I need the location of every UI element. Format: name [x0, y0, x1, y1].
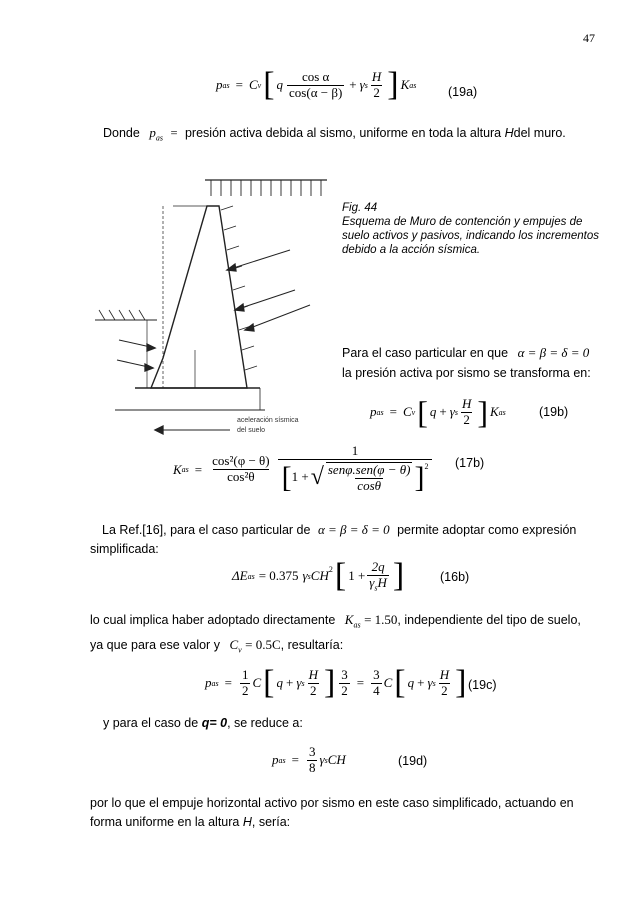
equation-19c	[205, 666, 468, 700]
bracket-right: ]	[455, 664, 467, 701]
eq-var: CH	[327, 752, 346, 768]
eq-equals: =	[356, 675, 365, 690]
equation-number: (19b)	[539, 405, 569, 419]
implica-text1: lo cual implica haber adoptado directamente	[90, 613, 336, 627]
eq-sub: s	[432, 678, 436, 688]
frac-den: 2	[310, 682, 317, 698]
equation-19d	[272, 745, 346, 776]
eq-sub: v	[257, 80, 262, 90]
eq-sub: as	[278, 755, 286, 765]
frac-den	[367, 575, 389, 593]
eq-equals: =	[389, 404, 397, 419]
eq-fraction	[210, 454, 271, 485]
eq-var: p	[205, 675, 212, 690]
eq-fraction	[370, 70, 383, 101]
eq-var: K	[400, 77, 410, 92]
eq-sub: v	[238, 645, 242, 654]
eq-var: p	[149, 125, 156, 140]
frac-den: 2	[441, 682, 448, 698]
accel-label-1: aceleración sísmica	[237, 417, 299, 424]
frac-num: 1	[351, 443, 359, 458]
eq-var: C	[248, 77, 258, 92]
eq-sub: as	[498, 407, 506, 417]
frac-num: 3	[308, 744, 316, 759]
bracket-right: ]	[323, 664, 336, 701]
implica-val2: = 0.5C	[245, 636, 281, 652]
eq-var: p	[370, 404, 377, 419]
frac-num: senφ.sen(φ − θ)	[327, 461, 411, 477]
equation-number: (19a)	[448, 85, 478, 99]
eq-var: p	[216, 77, 223, 92]
inner-fraction	[326, 462, 413, 494]
eq-var: K	[173, 461, 182, 477]
frac-den: 2	[241, 682, 249, 698]
eq-fraction	[438, 668, 451, 699]
eq-fraction	[339, 668, 350, 699]
eq-plus: +	[439, 404, 447, 419]
ref16-math: α = β = δ = 0	[317, 522, 390, 537]
eq-var: γ	[302, 568, 308, 583]
eq-var: q	[407, 675, 415, 690]
eq-fraction	[240, 668, 251, 699]
equation-number: (16b)	[440, 570, 470, 584]
eq-var: p	[272, 752, 279, 768]
eq-var: γ	[319, 752, 325, 768]
eq-var: γ	[296, 675, 302, 690]
eq-fraction	[307, 745, 318, 776]
bracket-right: ]	[392, 557, 405, 594]
eq-sub: as	[222, 80, 230, 90]
frac-den: cosθ	[357, 477, 382, 493]
eq-var: γ	[427, 675, 433, 690]
caption-body: Esquema de Muro de contención y empujes de suelo activos y pasivos, indicando los incrementos debido a la acción sísmica.	[342, 216, 599, 256]
frac-num: H	[371, 68, 382, 84]
eq-var: q	[276, 77, 284, 92]
bracket-right: ]	[387, 66, 399, 103]
frac-num: H	[461, 395, 472, 411]
figure-caption	[342, 201, 602, 257]
eq-var: C	[383, 675, 393, 690]
implica-val: = 1.50	[364, 612, 398, 627]
eq-sub: v	[411, 407, 416, 417]
equation-19a	[216, 68, 416, 102]
eq-var: γ	[359, 77, 365, 92]
accel-label-2: del suelo	[237, 427, 266, 434]
wall-outline	[151, 206, 247, 388]
ref16-text3: simplificada:	[90, 542, 159, 556]
q0-q: q= 0	[201, 716, 228, 730]
eq-sub: as	[181, 465, 189, 475]
implica-text2: , independiente del tipo de suelo,	[397, 613, 581, 627]
eq-fraction	[371, 668, 382, 699]
eq-sub: s	[324, 755, 328, 765]
frac-num: 3	[341, 666, 348, 682]
bracket-left: [	[263, 66, 275, 103]
eq-sub: as	[353, 620, 361, 630]
eq-coef: = 0.375	[258, 568, 299, 583]
eq-var: C	[252, 675, 262, 690]
eq-sub: as	[155, 133, 163, 143]
frac-den	[278, 459, 433, 496]
eq-equals: =	[194, 461, 203, 477]
eq-equals: =	[291, 752, 299, 768]
page-number: 47	[583, 31, 595, 45]
eq-sub: s	[301, 678, 305, 688]
frac-num: 1	[241, 666, 249, 682]
equation-19b	[370, 396, 506, 428]
sqrt-sign: √	[310, 464, 324, 491]
equation-number: (17b)	[455, 456, 485, 470]
implica-text4: , resultaría:	[280, 637, 344, 652]
frac-num: cos²(φ − θ)	[212, 453, 270, 469]
bracket-left: [	[263, 664, 275, 701]
eq-plus: +	[285, 675, 294, 690]
equation-number: (19c)	[468, 678, 497, 692]
frac-num: 3	[373, 666, 380, 682]
donde-line	[103, 125, 566, 143]
eq-var: γ	[449, 404, 455, 419]
equation-17b	[173, 444, 434, 496]
eq-var: C	[402, 404, 412, 419]
implica-K: K	[344, 612, 354, 627]
eq-sub: as	[376, 407, 384, 417]
frac-num: H	[439, 666, 450, 682]
final-text3: , sería:	[251, 815, 291, 829]
den-H: H	[377, 574, 387, 590]
eq-sub: s	[374, 583, 378, 593]
eq-one-plus: 1 +	[291, 469, 309, 485]
particular-text1: Para el caso particular en que	[342, 346, 509, 360]
implica-text3: ya que para ese valor y	[90, 637, 220, 652]
particular-case-text	[342, 343, 591, 383]
eq-plus: +	[349, 77, 357, 92]
frac-num: 2q	[371, 558, 385, 574]
eq-one-plus: 1 +	[348, 568, 366, 583]
retaining-wall-figure	[95, 170, 327, 460]
eq-fraction	[307, 668, 320, 699]
eq-plus: +	[417, 675, 425, 690]
frac-den: cos(α − β)	[289, 84, 343, 100]
eq-fraction	[367, 560, 389, 593]
donde-text2: del muro.	[513, 126, 566, 140]
bracket-left: [	[417, 394, 428, 430]
frac-den: 4	[373, 682, 380, 698]
eq-var: K	[490, 404, 499, 419]
q0-text2: , se reduce a:	[227, 716, 303, 730]
eq-fraction	[287, 70, 344, 101]
eq-sub: as	[409, 80, 417, 90]
bracket-right: ]	[414, 460, 425, 494]
ref16-paragraph	[90, 520, 600, 559]
eq-sub: as	[247, 571, 255, 581]
eq-equals: =	[170, 126, 178, 140]
eq-sub: s	[307, 571, 311, 581]
equation-16b	[232, 559, 406, 593]
frac-num: H	[308, 666, 318, 682]
q-zero-line	[103, 716, 303, 730]
bracket-right: ]	[477, 394, 488, 430]
den-gamma: γ	[369, 574, 375, 590]
eq-var: ΔE	[232, 568, 248, 583]
final-text1: por lo que el empuje horizontal activo por sismo en este caso simplificado, actuando en	[90, 796, 574, 810]
final-H: H	[242, 815, 252, 829]
frac-num: cos α	[301, 68, 330, 84]
eq-sup: 2	[328, 565, 333, 574]
bracket-left: [	[394, 664, 406, 701]
eq-sub: as	[211, 678, 219, 688]
frac-den: 2	[373, 84, 380, 100]
frac-den: cos²θ	[213, 469, 268, 485]
final-paragraph	[90, 794, 605, 832]
equation-number: (19d)	[398, 754, 428, 768]
bracket-left: [	[281, 460, 292, 494]
eq-fraction	[460, 397, 473, 428]
donde-word: Donde	[103, 126, 140, 140]
frac-den: 8	[308, 759, 316, 775]
eq-equals: =	[235, 77, 243, 92]
particular-math: α = β = δ = 0	[517, 345, 590, 360]
ref16-text2: permite adoptar como expresión	[397, 523, 577, 537]
caption-title: Fig. 44	[342, 202, 378, 214]
eq-var: q	[276, 675, 283, 690]
ref16-text1: La Ref.[16], para el caso particular de	[102, 523, 311, 537]
frac-den: 2	[463, 411, 470, 427]
eq-sub: s	[364, 80, 368, 90]
bracket-left: [	[334, 557, 347, 594]
frac-den: 2	[341, 682, 348, 698]
eq-sup: 2	[424, 461, 429, 471]
eq-equals: =	[224, 675, 232, 690]
eq-var: CH	[310, 568, 329, 583]
q0-text1: y para el caso de	[103, 716, 199, 730]
eq-sub: s	[454, 407, 458, 417]
donde-text: presión activa debida al sismo, uniforme en toda la altura	[184, 126, 502, 140]
implica-C: C	[229, 636, 239, 652]
particular-text2: la presión activa por sismo se transforma en:	[342, 366, 591, 380]
final-text2: forma uniforme en la altura	[90, 815, 240, 829]
implica-paragraph	[90, 610, 605, 659]
eq-var: q	[429, 404, 437, 419]
donde-H: H	[504, 126, 514, 140]
eq-big-fraction	[278, 444, 433, 496]
